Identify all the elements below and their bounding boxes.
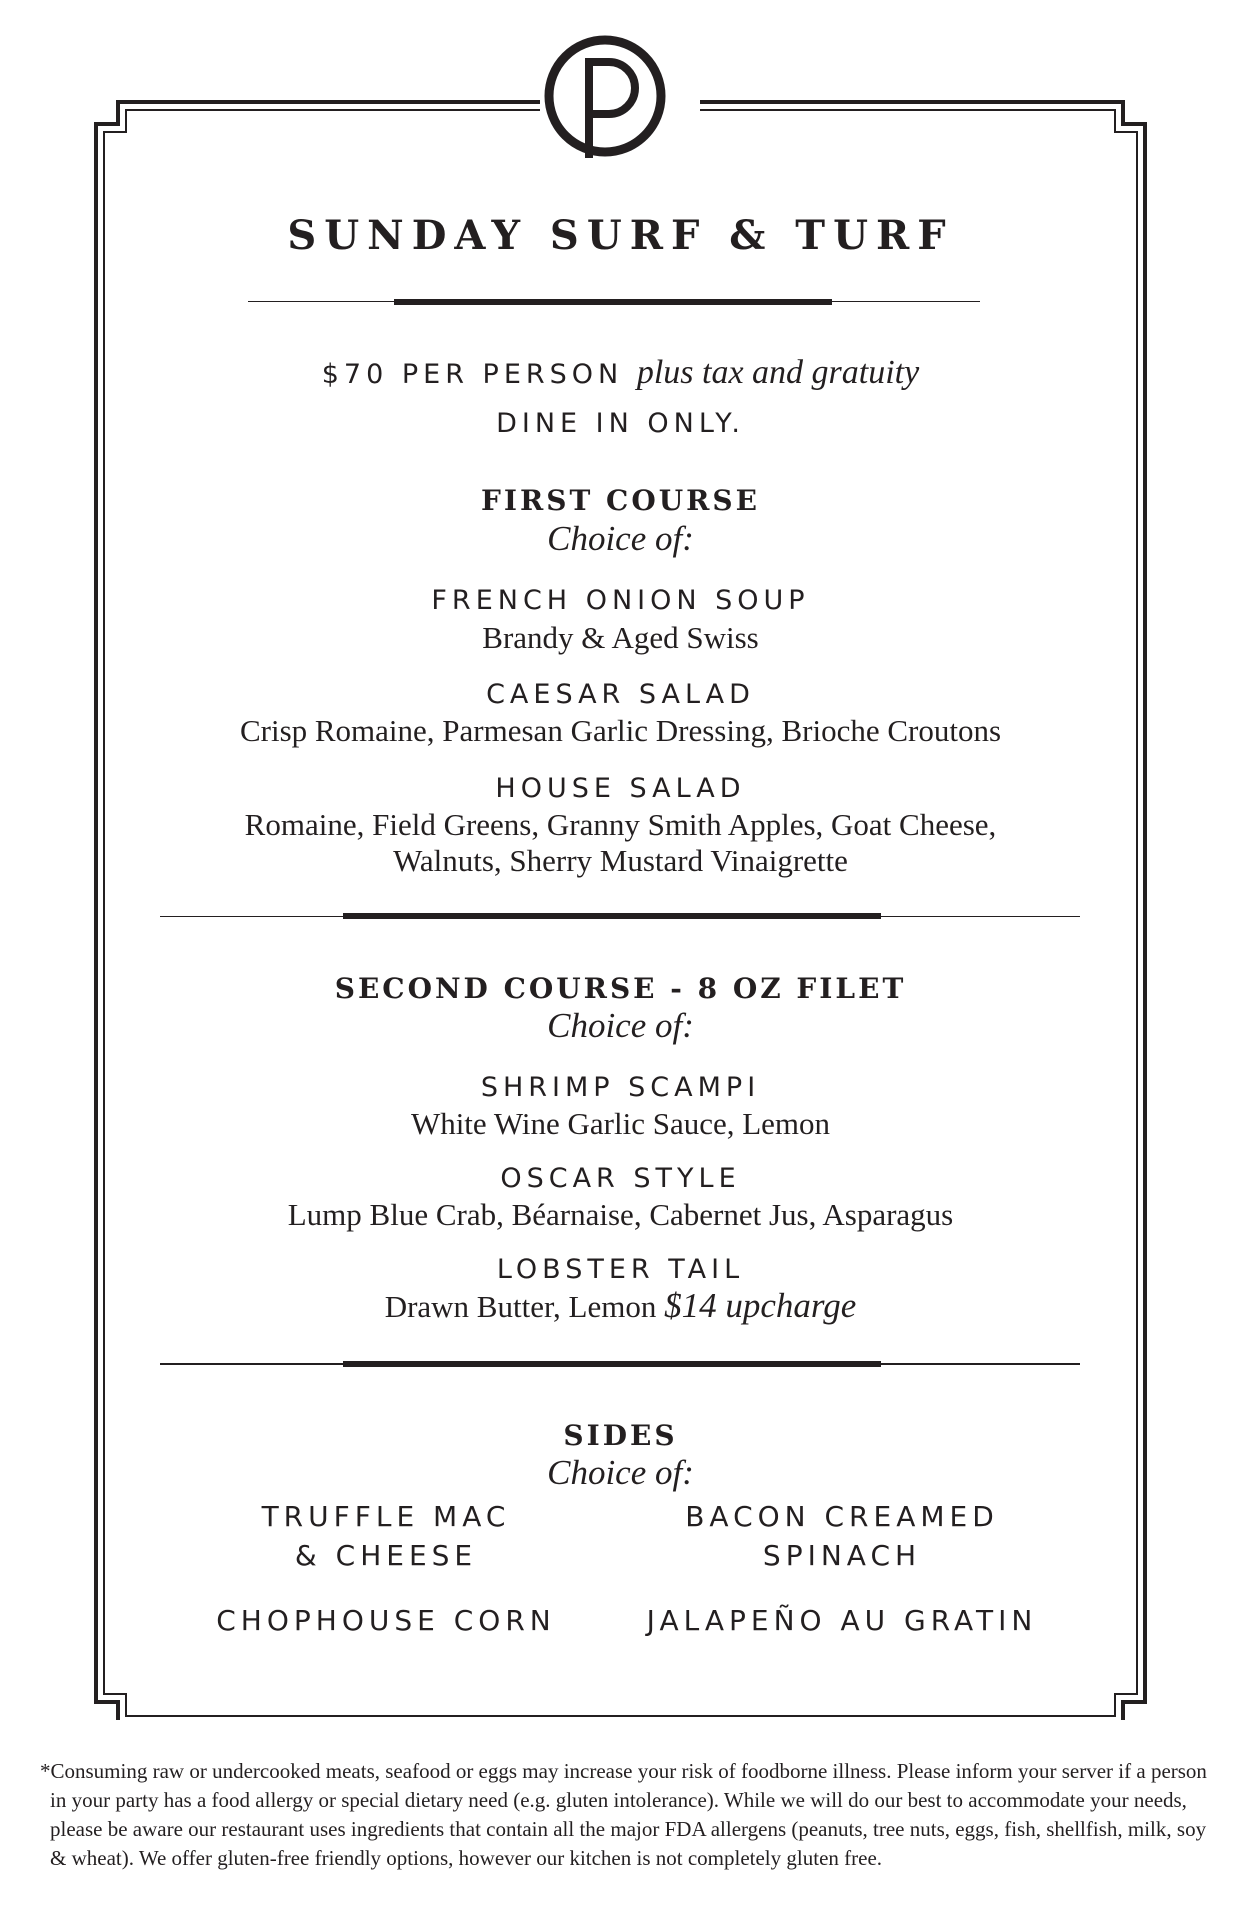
menu-item-name: LOBSTER TAIL bbox=[496, 1254, 745, 1285]
title-divider-bold bbox=[394, 299, 832, 305]
side-item-line: CHOPHOUSE CORN bbox=[216, 1604, 556, 1637]
menu-item-desc: Lump Blue Crab, Béarnaise, Cabernet Jus, Asparagus bbox=[287, 1197, 954, 1232]
second-course-heading: SECOND COURSE - 8 OZ FILET bbox=[334, 972, 907, 1005]
menu-item-name: HOUSE SALAD bbox=[495, 773, 746, 804]
menu-item-desc: Drawn Butter, Lemon bbox=[384, 1289, 657, 1324]
first-course-choice: Choice of: bbox=[547, 519, 694, 558]
menu-title: SUNDAY SURF & TURF bbox=[287, 212, 954, 259]
section-divider-bold bbox=[343, 913, 881, 919]
menu-item-desc: White Wine Garlic Sauce, Lemon bbox=[410, 1106, 831, 1141]
side-item-line: BACON CREAMED bbox=[685, 1500, 999, 1533]
side-item-line: JALAPEÑO AU GRATIN bbox=[646, 1604, 1038, 1637]
allergen-disclaimer: *Consuming raw or undercooked meats, seafood or eggs may increase your risk of foodborne illness. Please inform your server if a person in your party has a food allergy or special dietary need (e.g. gluten intolerance). While we will do our best to accommodate your needs, please be aware our restaurant uses ingredients that contain all the major FDA allergens (peanuts, tree nuts, eggs, fish, shellfish, milk, soy & wheat). We offer gluten-free friendly options, however our kitchen is not completely gluten free. bbox=[40, 1759, 1207, 1870]
price-line bbox=[0, 353, 1241, 395]
section-divider-bold bbox=[343, 1361, 881, 1367]
menu-item-desc-cont: Walnuts, Sherry Mustard Vinaigrette bbox=[393, 843, 848, 878]
menu-item-name: FRENCH ONION SOUP bbox=[431, 585, 810, 616]
side-item-line: & CHEESE bbox=[294, 1539, 478, 1572]
menu-item-name: CAESAR SALAD bbox=[486, 679, 755, 710]
side-item bbox=[640, 1601, 1044, 1640]
first-course-heading: FIRST COURSE bbox=[481, 484, 760, 517]
menu-item-desc: Romaine, Field Greens, Granny Smith Apples, Goat Cheese, bbox=[244, 807, 997, 842]
side-item bbox=[196, 1601, 576, 1640]
menu-item-name: SHRIMP SCAMPI bbox=[480, 1072, 761, 1103]
upcharge-note: $14 upcharge bbox=[664, 1286, 857, 1325]
sides-heading: SIDES bbox=[563, 1419, 678, 1452]
side-item-line: TRUFFLE MAC bbox=[261, 1500, 511, 1533]
menu-item-desc-line bbox=[0, 1286, 1241, 1327]
side-item bbox=[672, 1497, 1012, 1575]
price: $70 PER PERSON bbox=[321, 359, 624, 390]
side-item-line: SPINACH bbox=[762, 1539, 922, 1572]
second-course-choice: Choice of: bbox=[547, 1006, 694, 1045]
menu-item-name: OSCAR STYLE bbox=[500, 1163, 741, 1194]
side-item bbox=[236, 1497, 536, 1575]
sides-choice: Choice of: bbox=[547, 1453, 694, 1492]
dine-in-note: DINE IN ONLY. bbox=[496, 408, 745, 439]
menu-item-desc: Brandy & Aged Swiss bbox=[482, 620, 759, 655]
menu-item-desc: Crisp Romaine, Parmesan Garlic Dressing, Brioche Croutons bbox=[239, 713, 1002, 748]
price-note: plus tax and gratuity bbox=[636, 354, 920, 391]
restaurant-logo bbox=[543, 32, 667, 164]
